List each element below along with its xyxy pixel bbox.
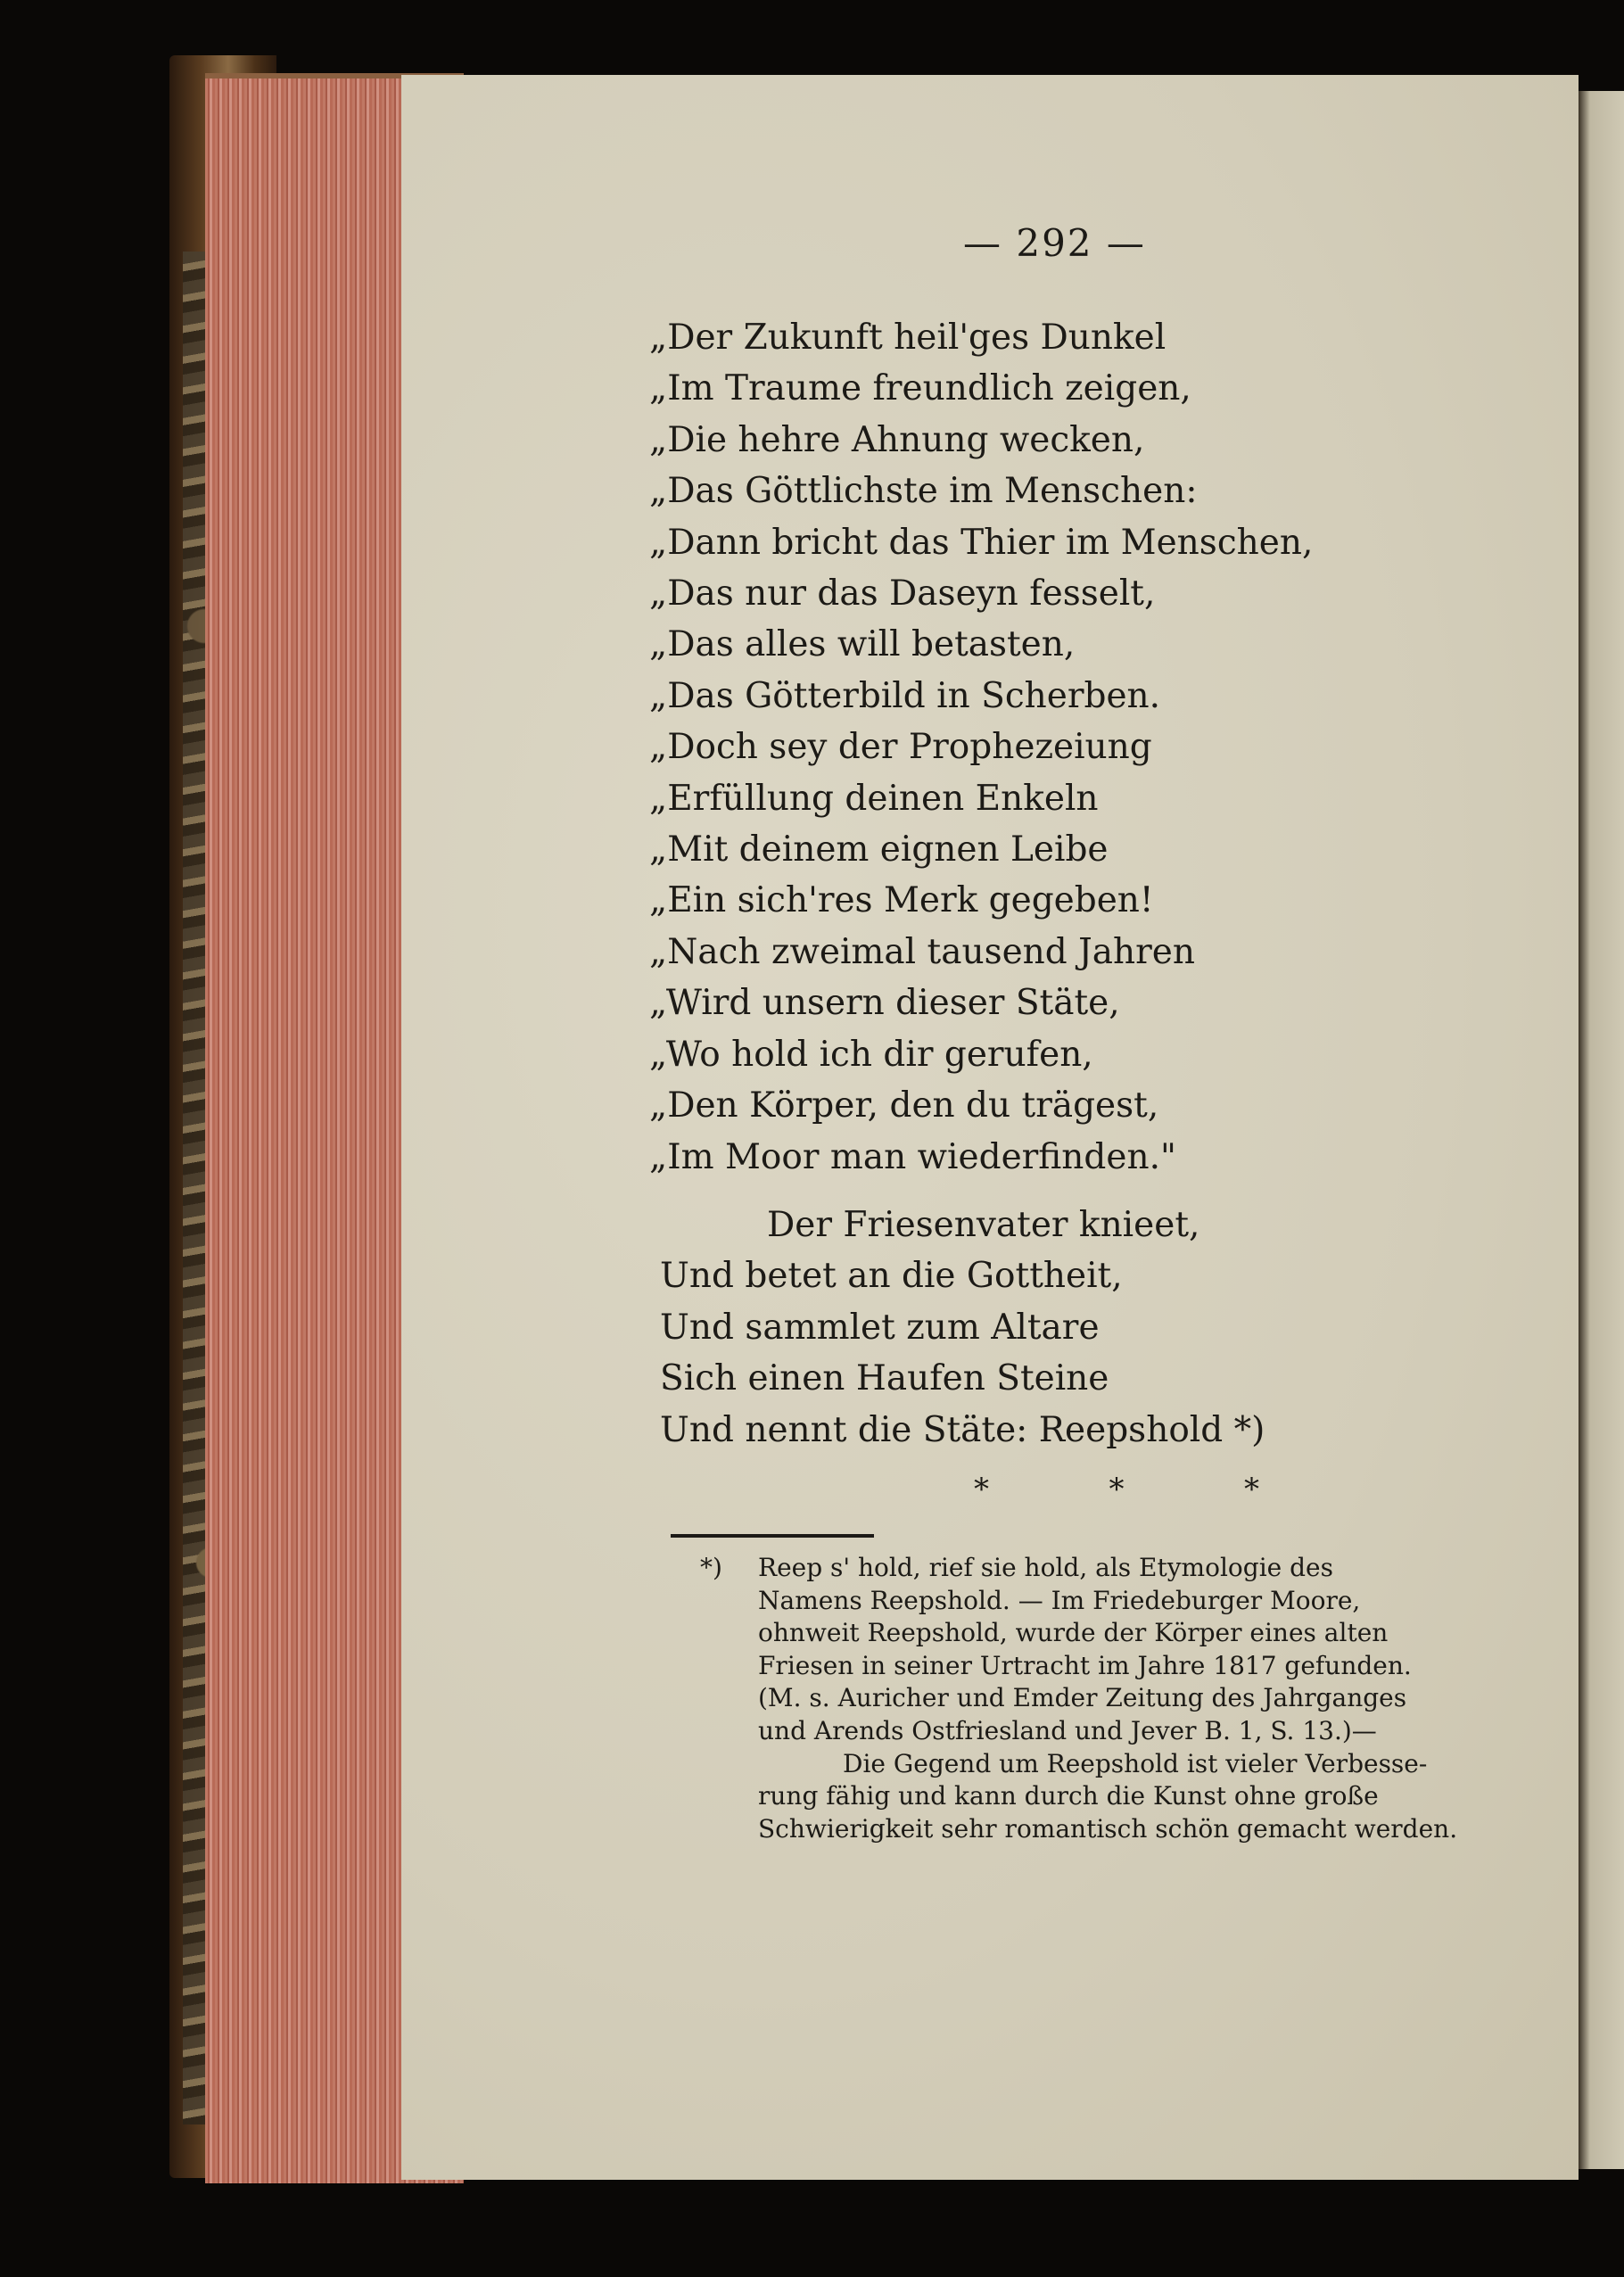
page-number: — 292 —	[963, 221, 1146, 265]
poem-line: „Das alles will betasten,	[649, 624, 1076, 665]
footnote-line: und Arends Ostfriesland und Jever B. 1, S. 13.)—	[758, 1715, 1377, 1745]
asterisk: *	[1244, 1472, 1259, 1507]
poem-stanza-1	[649, 312, 1327, 1183]
footnote	[700, 1552, 1503, 1845]
asterisk: *	[974, 1472, 989, 1507]
poem-line: „Im Traume freundlich zeigen,	[649, 368, 1191, 409]
footnote-marker: *)	[700, 1553, 722, 1582]
footnote-line: ohnweit Reepshold, wurde der Körper eines alten	[758, 1618, 1389, 1648]
poem-line: „Das Göttlichste im Menschen:	[649, 471, 1198, 512]
poem-line: Und nennt die Stäte: Reepshold *)	[660, 1409, 1265, 1450]
poem-line: Der Friesenvater knieet,	[767, 1205, 1200, 1245]
footnote-line: Namens Reepshold. — Im Friedeburger Moore,	[758, 1585, 1361, 1615]
poem-line: „Den Körper, den du trägest,	[649, 1085, 1159, 1126]
footnote-line: Die Gegend um Reepshold ist vieler Verbesse-	[843, 1748, 1428, 1778]
footnote-line: Schwierigkeit sehr romantisch schön gemacht werden.	[758, 1813, 1458, 1844]
poem-line: „Wird unsern dieser Stäte,	[649, 983, 1120, 1024]
footnote-line: Reep s' hold, rief sie hold, als Etymologie des	[758, 1553, 1333, 1582]
poem-line: Und sammlet zum Altare	[660, 1307, 1100, 1348]
poem-line: „Mit deinem eignen Leibe	[649, 829, 1109, 870]
poem-line: „Doch sey der Prophezeiung	[649, 727, 1152, 768]
poem-line: „Die hehre Ahnung wecken,	[649, 419, 1145, 460]
poem-line: „Erfüllung deinen Enkeln	[649, 778, 1099, 819]
poem-line: „Das nur das Daseyn fesselt,	[649, 573, 1156, 615]
poem-line: Und betet an die Gottheit,	[660, 1256, 1123, 1297]
poem-line: „Der Zukunft heil'ges Dunkel	[649, 318, 1166, 358]
poem-line: „Wo hold ich dir gerufen,	[649, 1034, 1093, 1075]
poem-line: „Ein sich'res Merk gegeben!	[649, 880, 1154, 921]
poem-stanza-2	[660, 1200, 1265, 1456]
poem-line: „Das Götterbild in Scherben.	[649, 675, 1161, 716]
footnote-line: Friesen in seiner Urtracht im Jahre 1817 gefunden.	[758, 1650, 1412, 1680]
footnote-rule	[671, 1534, 874, 1538]
poem-line: „Dann bricht das Thier im Menschen,	[649, 522, 1314, 563]
footnote-line: rung fähig und kann durch die Kunst ohne große	[758, 1781, 1379, 1811]
section-asterisks	[974, 1472, 1259, 1507]
asterisk: *	[1109, 1472, 1125, 1507]
footnote-line: (M. s. Auricher und Emder Zeitung des Jahrganges	[758, 1683, 1407, 1713]
poem-line: Sich einen Haufen Steine	[660, 1358, 1109, 1399]
poem-line: „Im Moor man wiederfinden."	[649, 1136, 1176, 1177]
poem-line: „Nach zweimal tausend Jahren	[649, 931, 1195, 972]
